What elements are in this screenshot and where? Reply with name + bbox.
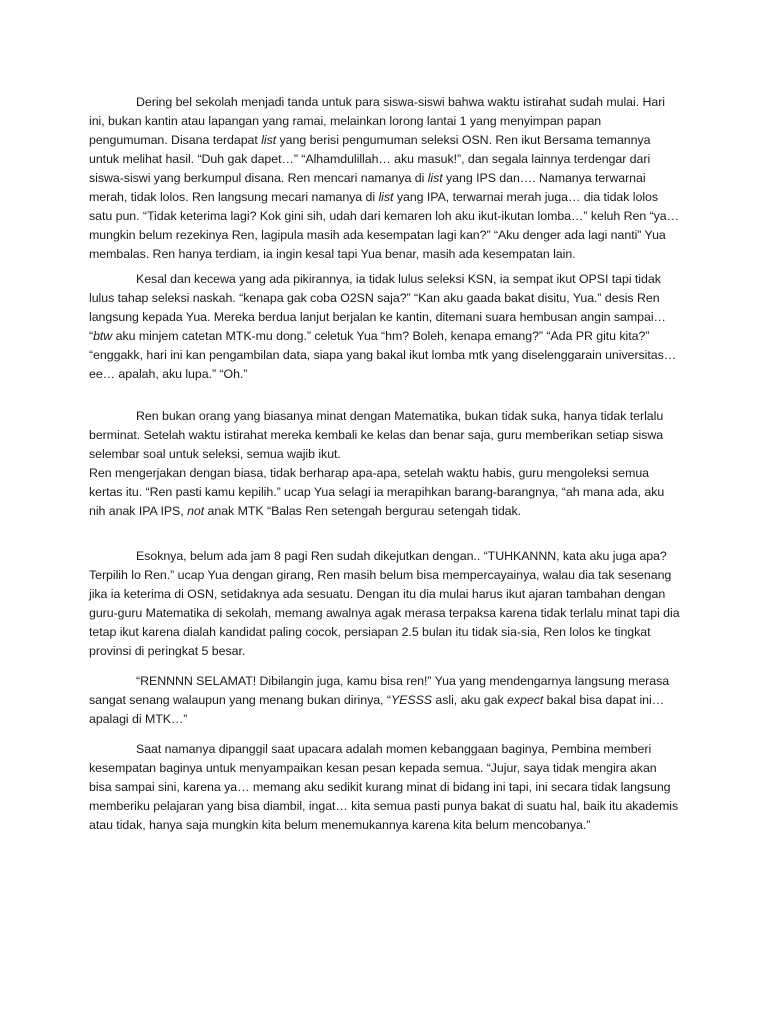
document-body [89,93,681,835]
paragraph-4: Ren bukan orang yang biasanya minat dengan Matematika, bukan tidak suka, hanya tidak terlalu berminat. Setelah waktu istirahat mereka kembali ke kelas dan benar saja, guru memberikan setiap siswa selembar soal untuk seleksi, semua wajib ikut. [89,409,664,461]
paragraph-7-text-b: asli, aku gak [432,693,508,707]
paragraph-7-italic-yesss: YESSS [390,693,433,707]
paragraph-5-text-b: anak MTK “Balas Ren setengah bergurau setengah tidak. [204,504,522,518]
paragraph-7-text-a: “RENNNN SELAMAT! Dibilangin juga, kamu bisa ren!” Yua yang mendengarnya langsung merasa sangat senang walaupun yang menang bukan dirinya, “ [89,674,670,707]
paragraph-1-text-b: yang berisi pengumuman seleksi OSN. Ren ikut Bersama temannya untuk melihat hasil. “Duh gak dapet…” “Alhamdulillah… aku masuk!”, dan segala lainnya terdengar dari siswa-siswi yang berkumpul disana. Ren mencari namanya di [89,133,651,185]
paragraph-1-italic-list-1: list [261,133,277,147]
paragraph-3-text: aku minjem catetan MTK-mu dong.” celetuk Yua “hm? Boleh, kenapa emang?” “Ada PR gitu kita?” “enggakk, hari ini kan pengambilan data, siapa yang bakal ikut lomba mtk yang diselenggarain universitas…ee… apalah, aku lupa.” “Oh.” [89,329,677,381]
paragraph-1-italic-list-2: list [427,171,443,185]
paragraph-5-text-a: Ren mengerjakan dengan biasa, tidak berharap apa-apa, setelah waktu habis, guru mengoleksi semua kertas itu. “Ren pasti kamu kepilih.” ucap Yua selagi ia merapihkan barang-barangnya, “ah mana ada, aku nih anak IPA IPS, [89,466,665,518]
paragraph-2: Kesal dan kecewa yang ada pikirannya, ia tidak lulus seleksi KSN, ia sempat ikut OPSI tapi tidak lulus tahap seleksi naskah. “kenapa gak coba O2SN saja?” “Kan aku gaada bakat disitu, Yua.” desis Ren langsung kepada Yua. Mereka berdua lanjut berjalan ke kantin, ditemani suara hembusan angin sampai… [89,272,666,324]
paragraph-6: Esoknya, belum ada jam 8 pagi Ren sudah dikejutkan dengan.. “TUHKANNN, kata aku juga apa? Terpilih lo Ren.” ucap Yua dengan girang, Ren masih belum bisa mempercayainya, walau dia tak sesenang jika ia keterima di OSN, setidaknya ada sesuatu. Dengan itu dia mulai harus ikut ajaran tambahan dengan guru-guru Matematika di sekolah, memang awalnya agak merasa terpaksa karena tidak terlalu minat tapi dia tetap ikut karena dialah kandidat paling cocok, persiapan 2.5 bulan itu tidak sia-sia, Ren lolos ke tingkat provinsi di peringkat 5 besar. [89,549,680,658]
paragraph-5 [89,464,681,521]
paragraph-5-italic-not: not [187,504,205,518]
paragraph-1-italic-list-3: list [378,190,394,204]
paragraph-7-italic-expect: expect [507,693,544,707]
paragraph-1-text-a: Dering bel sekolah menjadi tanda untuk para siswa-siswi bahwa waktu istirahat sudah mulai. Hari ini, bukan kantin atau lapangan yang ramai, melainkan lorong lantai 1 yang menyimpan papan pengumuman. Disana terdapat [89,95,666,147]
paragraph-1-text-d: yang IPA, terwarnai merah juga… dia tidak lolos satu pun. “Tidak keterima lagi? Kok gini sih, udah dari kemaren loh aku ikut-ikutan lomba…” keluh Ren “ya… mungkin belum rezekinya Ren, lagipula masih ada kesempatan lagi kan?” “Aku denger ada lagi nanti” Yua membalas. Ren hanya terdiam, ia ingin kesal tapi Yua benar, masih ada kesempatan lain. [89,190,679,261]
paragraph-3-quote: “ [89,329,94,343]
paragraph-1-text-c: yang IPS dan…. Namanya terwarnai merah, tidak lolos. Ren langsung mecari namanya di [89,171,646,204]
paragraph-3 [89,327,681,384]
paragraph-3-italic-btw: btw [93,329,113,343]
paragraph-1 [89,93,681,264]
paragraph-7 [89,672,681,729]
paragraph-7-text-c: bakal bisa dapat ini… apalagi di MTK…” [89,693,665,726]
paragraph-8: Saat namanya dipanggil saat upacara adalah momen kebanggaan baginya, Pembina memberi kesempatan baginya untuk menyampaikan kesan pesan kepada semua. “Jujur, saya tidak mengira akan bisa sampai sini, karena ya… memang aku sedikit kurang minat di bidang ini tapi, ini secara tidak langsung memberiku pelajaran yang bisa diambil, ingat… kita semua pasti punya bakat di suatu hal, baik itu akademis atau tidak, hanya saja mungkin kita belum menemukannya karena kita belum mencobanya.” [89,742,679,832]
